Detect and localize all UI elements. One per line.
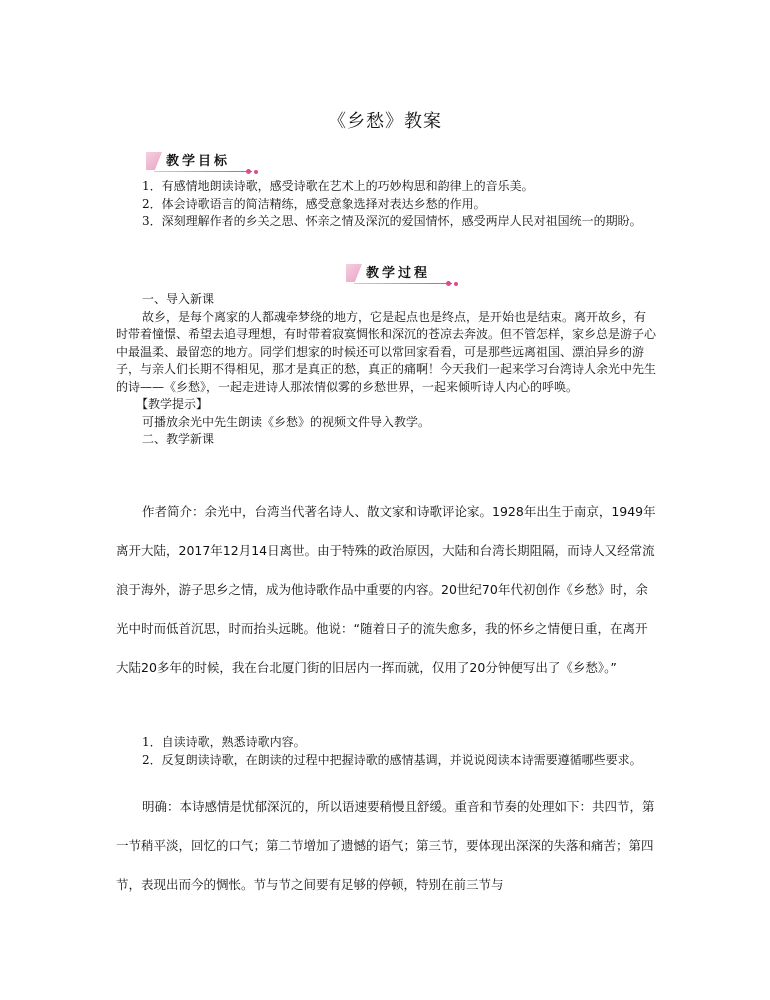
tip-heading: 【教学提示】 (136, 397, 209, 411)
banner-dot-icon (446, 281, 451, 286)
banner-underline (354, 283, 452, 284)
clarify-text: 本诗感情是忧郁深沉的，所以语速要稍慢且舒缓。重音和节奏的处理如下：共四节，第一节稍平淡，回忆的口气；第二节增加了遗憾的语气；第三节，要体现出深深的失落和痛苦；第四节，表现出而今的惆怅。节与节之间要有足够的停顿，特别在前三节与 (116, 799, 655, 892)
banner-dot-icon (254, 170, 258, 174)
banner-tab-icon (346, 264, 362, 282)
banner-underline (154, 171, 252, 172)
document-title: 《乡愁》教案 (328, 111, 442, 132)
clarify-lead: 明确： (142, 799, 180, 814)
clarify-paragraph (116, 787, 658, 904)
goals-list (116, 178, 656, 231)
goals-banner-label: 教学目标 (166, 154, 231, 169)
section-heading: 一、导入新课 (142, 292, 215, 306)
author-intro-lead: 作者简介： (142, 504, 205, 519)
section-heading: 二、教学新课 (142, 432, 215, 446)
step-item: 2．反复朗读诗歌，在朗读的过程中把握诗歌的感情基调，并说说阅读本诗需要遵循哪些要求。 (142, 752, 642, 767)
author-intro (116, 492, 658, 687)
goal-item: 2．体会诗歌语言的简洁精练，感受意象选择对表达乡愁的作用。 (142, 196, 486, 211)
banner-tab-icon (146, 152, 162, 170)
banner-dot-icon (246, 169, 251, 174)
author-intro-text: 余光中，台湾当代著名诗人、散文家和诗歌评论家。1928年出生于南京，1949年离开大陆，2017年12月14日离世。由于特殊的政治原因，大陆和台湾长期阻隔，而诗人又经常流浪于海外，游子思乡之情，成为他诗歌作品中重要的内容。20世纪70年代初创作《乡愁》时，余光中时而低首沉思，时而抬头远眺。他说：“随着日子的流失愈多，我的怀乡之情便日重，在离开大陆20多年的时候，我在台北厦门街的旧居内一挥而就，仅用了20分钟便写出了《乡愁》。” (116, 504, 656, 675)
goal-item: 3．深刻理解作者的乡关之思、怀亲之情及深沉的爱国情怀，感受两岸人民对祖国统一的期盼。 (142, 214, 642, 228)
steps-list (116, 734, 656, 769)
process-banner (346, 262, 466, 288)
goals-banner (146, 150, 266, 176)
banner-dot-icon (454, 282, 458, 286)
step-item: 1．自读诗歌，熟悉诗歌内容。 (142, 735, 306, 749)
process-banner-label: 教学过程 (366, 266, 431, 281)
intro-paragraph: 故乡，是每个离家的人都魂牵梦绕的地方，它是起点也是终点，是开始也是结束。离开故乡，有时带着憧憬、希望去追寻理想，有时带着寂寞惆怅和深沉的苍凉去奔波。但不管怎样，家乡总是游子心中最温柔、最留恋的地方。同学们想家的时候还可以常回家看看，可是那些远离祖国、漂泊异乡的游子，与亲人们长期不得相见，那才是真正的愁，真正的痛啊！今天我们一起来学习台湾诗人余光中先生的诗——《乡愁》，一起走进诗人那浓情似雾的乡愁世界，一起来倾听诗人内心的呼唤。 (116, 309, 657, 394)
process-body (116, 291, 656, 449)
tip-paragraph: 可播放余光中先生朗读《乡愁》的视频文件导入教学。 (142, 414, 431, 429)
goal-item: 1．有感情地朗读诗歌，感受诗歌在艺术上的巧妙构思和韵律上的音乐美。 (142, 179, 534, 193)
